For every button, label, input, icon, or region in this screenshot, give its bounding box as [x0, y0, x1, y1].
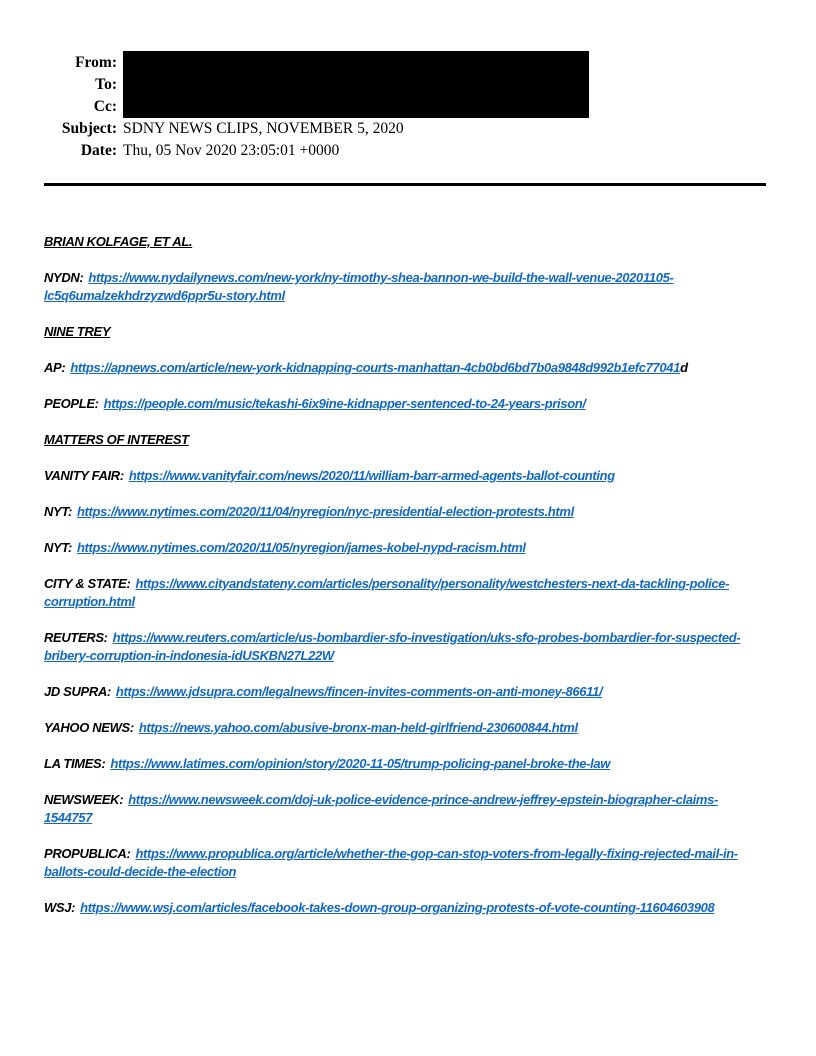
to-label: To:	[95, 76, 117, 93]
source-label: REUTERS:	[44, 630, 108, 645]
news-link[interactable]: https://www.wsj.com/articles/facebook-takes-down-group-organizing-protests-of-vote-counting-11604603908	[80, 900, 715, 915]
news-link-row	[44, 359, 766, 377]
news-link-row	[44, 575, 766, 611]
news-link-row	[44, 395, 766, 413]
news-link[interactable]: https://people.com/music/tekashi-6ix9ine-kidnapper-sentenced-to-24-years-prison/	[103, 396, 586, 411]
news-link[interactable]: https://www.latimes.com/opinion/story/2020-11-05/trump-policing-panel-broke-the-law	[110, 756, 611, 771]
section-heading-matters-of-interest	[44, 431, 766, 449]
source-label: NYT:	[44, 540, 72, 555]
redaction-box	[123, 51, 589, 118]
header-row-date	[44, 140, 766, 162]
news-link[interactable]: https://www.cityandstateny.com/articles/personality/personality/westchesters-next-da-tackling-police-corruption.html	[44, 576, 730, 609]
header-divider	[44, 183, 766, 186]
source-label: WSJ:	[44, 900, 76, 915]
news-link[interactable]: https://www.nytimes.com/2020/11/04/nyregion/nyc-presidential-election-protests.html	[76, 504, 574, 519]
source-label: AP:	[44, 360, 66, 375]
source-label: NYT:	[44, 504, 72, 519]
source-label: PEOPLE:	[44, 396, 99, 411]
source-label: NEWSWEEK:	[44, 792, 124, 807]
news-link-row	[44, 467, 766, 485]
news-link-row	[44, 791, 766, 827]
news-link[interactable]: https://news.yahoo.com/abusive-bronx-man-held-girlfriend-230600844.html	[138, 720, 578, 735]
section-heading-text: MATTERS OF INTEREST	[44, 432, 189, 447]
source-label: CITY & STATE:	[44, 576, 131, 591]
news-link-row	[44, 503, 766, 521]
news-link-row	[44, 539, 766, 557]
from-label: From:	[75, 54, 117, 71]
news-link[interactable]: https://www.jdsupra.com/legalnews/fincen-invites-comments-on-anti-money-86611/	[115, 684, 603, 699]
email-body	[44, 233, 766, 917]
news-link-row	[44, 845, 766, 881]
news-link[interactable]: https://www.nydailynews.com/new-york/ny-timothy-shea-bannon-we-build-the-wall-venue-20201105-lc5q6umalzekhdrzyzwd6ppr5u-story.html	[44, 270, 674, 303]
news-link[interactable]: https://www.newsweek.com/doj-uk-police-evidence-prince-andrew-jeffrey-epstein-biographer-claims-1544757	[44, 792, 718, 825]
source-label: LA TIMES:	[44, 756, 106, 771]
cc-label: Cc:	[93, 98, 117, 115]
subject-label: Subject:	[61, 120, 117, 137]
section-heading-nine-trey	[44, 323, 766, 341]
header-row-subject	[44, 118, 766, 140]
date-value: Thu, 05 Nov 2020 23:05:01 +0000	[123, 142, 340, 159]
news-link-row	[44, 755, 766, 773]
source-label: YAHOO NEWS:	[44, 720, 134, 735]
news-link[interactable]: https://www.reuters.com/article/us-bombardier-sfo-investigation/uks-sfo-probes-bombardier-for-suspected-bribery-corruption-in-indonesia-idUSKBN27L22W	[44, 630, 741, 663]
news-link[interactable]: https://www.vanityfair.com/news/2020/11/william-barr-armed-agents-ballot-counting	[128, 468, 615, 483]
source-label: JD SUPRA:	[44, 684, 111, 699]
news-link[interactable]: https://www.nytimes.com/2020/11/05/nyregion/james-kobel-nypd-racism.html	[76, 540, 526, 555]
subject-value: SDNY NEWS CLIPS, NOVEMBER 5, 2020	[123, 120, 404, 137]
date-label: Date:	[80, 142, 117, 159]
news-link-row	[44, 629, 766, 665]
section-heading-text: BRIAN KOLFAGE, ET AL.	[44, 234, 193, 249]
news-link-row	[44, 683, 766, 701]
news-link[interactable]: https://www.propublica.org/article/whether-the-gop-can-stop-voters-from-legally-fixing-rejected-mail-in-ballots-could-decide-the-election	[44, 846, 738, 879]
news-link-row	[44, 899, 766, 917]
news-link-row	[44, 269, 766, 305]
news-link-row	[44, 719, 766, 737]
email-header	[44, 52, 766, 162]
source-label: NYDN:	[44, 270, 84, 285]
link-suffix-text: d	[680, 360, 688, 375]
section-heading-brian-kolfage	[44, 233, 766, 251]
source-label: VANITY FAIR:	[44, 468, 124, 483]
news-link[interactable]: https://apnews.com/article/new-york-kidnapping-courts-manhattan-4cb0bd6bd7b0a9848d992b1efc77041	[70, 360, 681, 375]
section-heading-text: NINE TREY	[44, 324, 111, 339]
source-label: PROPUBLICA:	[44, 846, 131, 861]
